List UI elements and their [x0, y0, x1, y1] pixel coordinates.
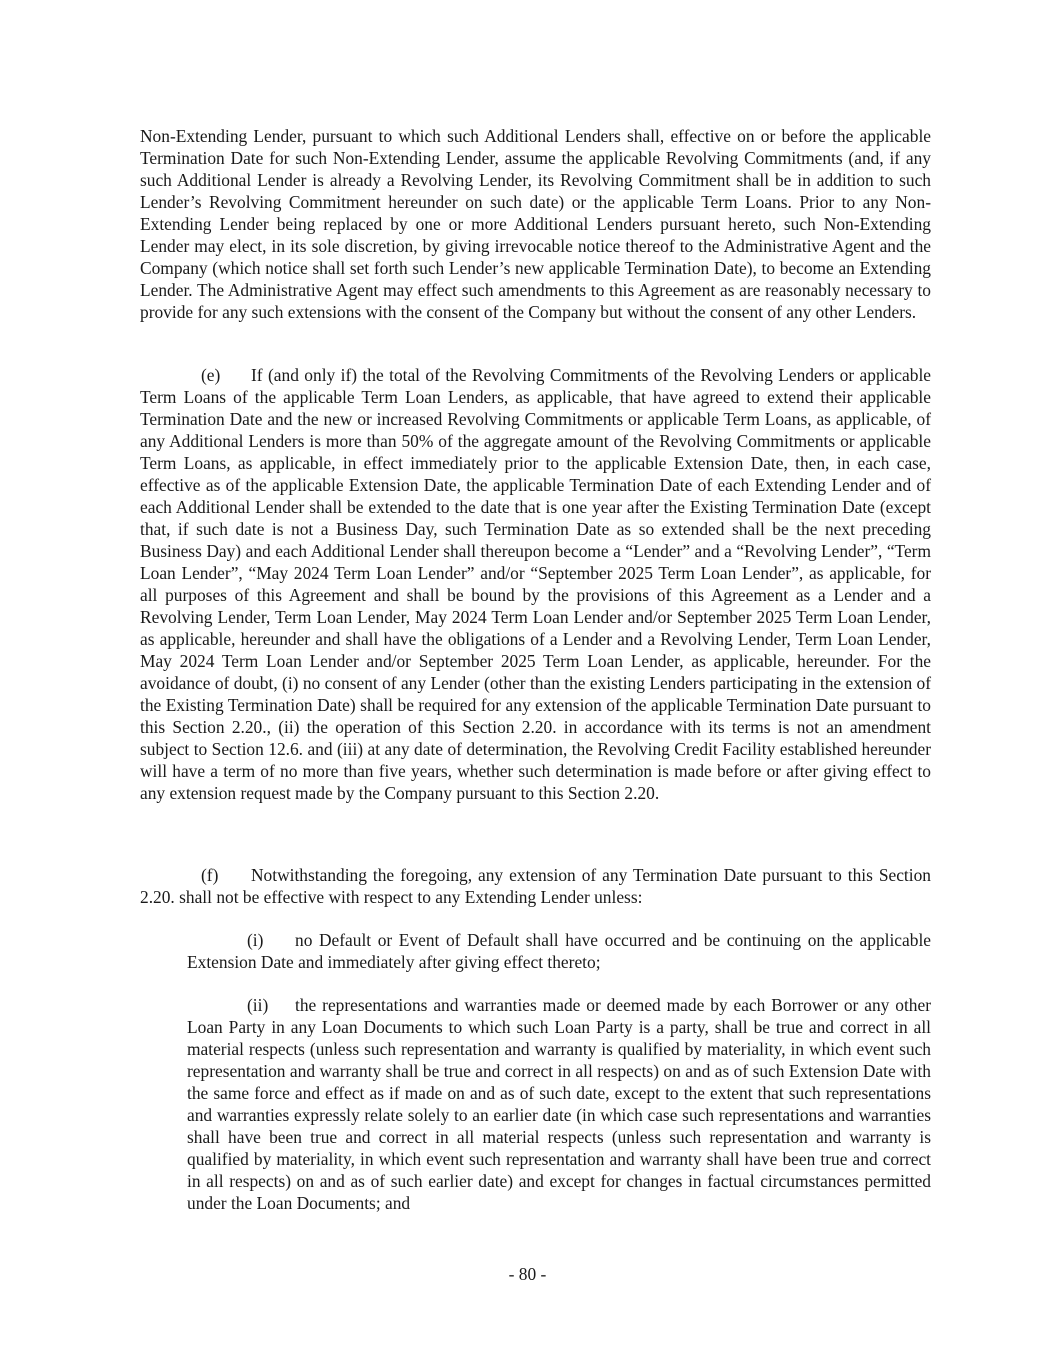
paragraph-text: the representations and warranties made or deemed made by each Borrower or any other Loan Party in any Loan Documents to which such Loan Party is a party, shall be true and correct in all material respects (unless such representation and warranty is qualified by materiality, in which event such representation and warranty shall be true and correct in all respects) on and as of such Extension Date with the same force and effect as if made on and as of such date, except to the extent that such representations and warranties expressly relate solely to an earlier date (in which case such representations and warranties shall have been true and correct in all material respects (unless such representation and warranty is qualified by materiality, in which event such representation and warranty shall have been true and correct in all respects) on and as of such earlier date) and except for changes in factual circumstances permitted under the Loan Documents; and [187, 995, 931, 1213]
paragraph-marker: (f) [201, 865, 219, 885]
paragraph-text: Non-Extending Lender, pursuant to which such Additional Lenders shall, effective on or before the applicable Termination Date for such Non-Extending Lender, assume the applicable Revolving Commitments (and, if any such Additional Lender is already a Revolving Lender, its Revolving Commitment shall be in addition to such Lender’s Revolving Commitment hereunder on such date) or the applicable Term Loans. Prior to any Non-Extending Lender being replaced by one or more Additional Lenders pursuant hereto, such Non-Extending Lender may elect, in its sole discretion, by giving irrevocable notice thereof to the Administrative Agent and the Company (which notice shall set forth such Lender’s new applicable Termination Date), to become an Extending Lender. The Administrative Agent may effect such amendments to this Agreement as are reasonably necessary to provide for any such extensions with the consent of the Company but without the consent of any other Lenders. [140, 126, 931, 322]
paragraph-continuation [140, 125, 931, 323]
paragraph-text: Notwithstanding the foregoing, any extension of any Termination Date pursuant to this Section 2.20. shall not be effective with respect to any Extending Lender unless: [140, 865, 931, 907]
subparagraph-i [187, 929, 931, 973]
paragraph-marker: (i) [247, 930, 264, 950]
paragraph-marker: (e) [201, 365, 221, 385]
subparagraph-ii [187, 994, 931, 1214]
paragraph-f [140, 864, 931, 908]
paragraph-e [140, 364, 931, 804]
paragraph-text: If (and only if) the total of the Revolving Commitments of the Revolving Lenders or applicable Term Loans of the applicable Term Loan Lenders, as applicable, that have agreed to extend their applicable Termination Date and the new or increased Revolving Commitments or applicable Term Loans, as applicable, of any Additional Lenders is more than 50% of the aggregate amount of the Revolving Commitments or applicable Term Loans, as applicable, in effect immediately prior to the applicable Extension Date, then, in each case, effective as of the applicable Extension Date, the applicable Termination Date of each Extending Lender and of each Additional Lender shall be extended to the date that is one year after the Existing Termination Date (except that, if such date is not a Business Day, such Termination Date as so extended shall be the next preceding Business Day) and each Additional Lender shall thereupon become a “Lender” and a “Revolving Lender”, “Term Loan Lender”, “May 2024 Term Loan Lender” and/or “September 2025 Term Loan Lender”, as applicable, for all purposes of this Agreement and shall be bound by the provisions of this Agreement as a Lender and a Revolving Lender, Term Loan Lender, May 2024 Term Loan Lender and/or September 2025 Term Loan Lender, as applicable, hereunder and shall have the obligations of a Lender and a Revolving Lender, Term Loan Lender, May 2024 Term Loan Lender and/or September 2025 Term Loan Lender, as applicable, hereunder. For the avoidance of doubt, (i) no consent of any Lender (other than the existing Lenders participating in the extension of the Existing Termination Date) shall be required for any extension of the applicable Termination Date pursuant to this Section 2.20., (ii) the operation of this Section 2.20. in accordance with its terms is not an amendment subject to Section 12.6. and (iii) at any date of determination, the Revolving Credit Facility established hereunder will have a term of no more than five years, whether such determination is made before or after giving effect to any extension request made by the Company pursuant to this Section 2.20. [140, 365, 931, 803]
paragraph-marker: (ii) [247, 995, 269, 1015]
page-number: - 80 - [508, 1264, 547, 1284]
paragraph-text: no Default or Event of Default shall have occurred and be continuing on the applicable Extension Date and immediately after giving effect thereto; [187, 930, 931, 972]
